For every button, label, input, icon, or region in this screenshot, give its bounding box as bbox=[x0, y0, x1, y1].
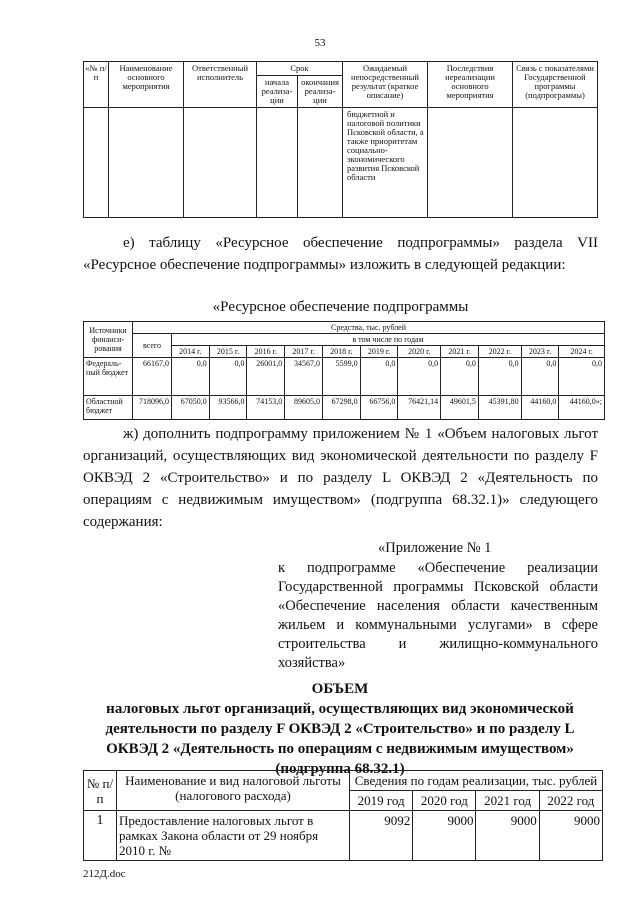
row-value: 0,0 bbox=[559, 358, 605, 396]
row-value: 67298,0 bbox=[322, 396, 360, 420]
col-link: Связь с показателями Государственной программы (подпрограммы) bbox=[513, 62, 598, 108]
paragraph-zh: ж) дополнить подпрограмму приложением № 1 «Объем налоговых льгот организаций, осуществляющих вид экономической деятельности по разделу F ОКВЭД 2 «Строительство» и по разделу L ОКВЭД 2 «Деятельность по операциям с недвижимым имуществом» (подгруппа 68.32.1)» следующего содержания: bbox=[83, 426, 598, 530]
row-value: 67050,0 bbox=[172, 396, 210, 420]
row-source: Областной бюджет bbox=[84, 396, 133, 420]
row-num: 1 bbox=[84, 811, 117, 861]
col-result: Ожидаемый непосредственный результат (краткое описание) bbox=[343, 62, 428, 108]
year-header: 2017 г. bbox=[285, 346, 323, 358]
row-value: 49601,5 bbox=[441, 396, 479, 420]
year-header: 2015 г. bbox=[209, 346, 247, 358]
row-value: 0,0 bbox=[521, 358, 559, 396]
row-value: 5599,0 bbox=[322, 358, 360, 396]
volume-heading: ОБЪЕМ bbox=[311, 681, 369, 697]
year-header: 2020 г. bbox=[398, 346, 441, 358]
col-start: начала реализа- ции bbox=[257, 76, 298, 108]
row-value: 0,0 bbox=[172, 358, 210, 396]
header-funds: Средства, тыс. рублей bbox=[133, 322, 605, 334]
footer-filename: 212Д.doc bbox=[83, 868, 126, 880]
header-num: № п/п bbox=[84, 771, 117, 811]
year-2022: 2022 год bbox=[539, 791, 602, 811]
row-value: 34567,0 bbox=[285, 358, 323, 396]
header-name: Наименование и вид налоговой льготы (налогового расхода) bbox=[117, 771, 350, 811]
activities-table bbox=[83, 61, 598, 218]
value-2022: 9000 bbox=[539, 811, 602, 861]
year-header: 2016 г. bbox=[247, 346, 285, 358]
year-header: 2022 г. bbox=[478, 346, 521, 358]
value-2020: 9000 bbox=[413, 811, 476, 861]
header-sources: Источники финанси- рования bbox=[84, 322, 133, 358]
volume-subheading: налоговых льгот организаций, осуществляющих вид экономической деятельности по разделу F ОКВЭД 2 «Строительство» и по разделу L ОКВЭД 2 «Деятельность по операциям с недвижимым имуществом» (подгруппа 68.32.1) bbox=[105, 701, 575, 777]
header-by-year: в том числе по годам bbox=[172, 334, 605, 346]
year-header: 2023 г. bbox=[521, 346, 559, 358]
row-value: 89605,0 bbox=[285, 396, 323, 420]
page-number: 53 bbox=[314, 37, 326, 49]
year-2020: 2020 год bbox=[413, 791, 476, 811]
row-value: 0,0 bbox=[360, 358, 398, 396]
row-value: 0,0 bbox=[398, 358, 441, 396]
header-total: всего bbox=[133, 334, 172, 358]
year-header: 2019 г. bbox=[360, 346, 398, 358]
appendix-text: к подпрограмме «Обеспечение реализации Государственной программы Псковской области «Обеспечение населения области качественным жильем и коммунальными услугами» в сфере строительства и жилищно-коммунального хозяйства» bbox=[278, 560, 598, 671]
row-value: 0,0 bbox=[441, 358, 479, 396]
row-value: 76421,14 bbox=[398, 396, 441, 420]
tax-benefits-table bbox=[83, 770, 603, 861]
result-continuation: бюджетной и налоговой политики Псковской области, а также приоритетам социально-экономического развития Псковской области bbox=[343, 108, 428, 218]
row-name: Предоставление налоговых льгот в рамках Закона области от 29 ноября 2010 г. № bbox=[117, 811, 350, 861]
header-info: Сведения по годам реализации, тыс. рублей bbox=[350, 771, 603, 791]
paragraph-e: е) таблицу «Ресурсное обеспечение подпрограммы» раздела VII «Ресурсное обеспечение подпрограммы» изложить в следующей редакции: bbox=[83, 235, 598, 273]
row-value: 0,0 bbox=[209, 358, 247, 396]
row-value: 26001,0 bbox=[247, 358, 285, 396]
col-end: окончания реализа- ции bbox=[298, 76, 343, 108]
value-2021: 9000 bbox=[476, 811, 539, 861]
row-value: 44160,0 bbox=[521, 396, 559, 420]
year-header: 2014 г. bbox=[172, 346, 210, 358]
value-2019: 9092 bbox=[350, 811, 413, 861]
col-responsible: Ответственный исполнитель bbox=[184, 62, 257, 108]
year-header: 2024 г. bbox=[559, 346, 605, 358]
resources-table bbox=[83, 321, 605, 420]
col-name: Наименование основного мероприятия bbox=[109, 62, 184, 108]
resources-title: «Ресурсное обеспечение подпрограммы bbox=[212, 299, 469, 315]
row-value: 44160,0»; bbox=[559, 396, 605, 420]
col-period: Срок bbox=[257, 62, 343, 76]
row-value: 66756,0 bbox=[360, 396, 398, 420]
row-total: 66167,0 bbox=[133, 358, 172, 396]
row-source: Федераль- ный бюджет bbox=[84, 358, 133, 396]
year-header: 2018 г. bbox=[322, 346, 360, 358]
row-value: 74153,0 bbox=[247, 396, 285, 420]
col-consequences: Последствия нереализации основного мероприятия bbox=[428, 62, 513, 108]
appendix-title: «Приложение № 1 bbox=[378, 540, 492, 556]
year-header: 2021 г. bbox=[441, 346, 479, 358]
row-total: 718096,0 bbox=[133, 396, 172, 420]
row-value: 0,0 bbox=[478, 358, 521, 396]
year-2019: 2019 год bbox=[350, 791, 413, 811]
row-value: 45391,80 bbox=[478, 396, 521, 420]
col-num: «№ п/п bbox=[84, 62, 109, 108]
year-2021: 2021 год bbox=[476, 791, 539, 811]
row-value: 93566,0 bbox=[209, 396, 247, 420]
